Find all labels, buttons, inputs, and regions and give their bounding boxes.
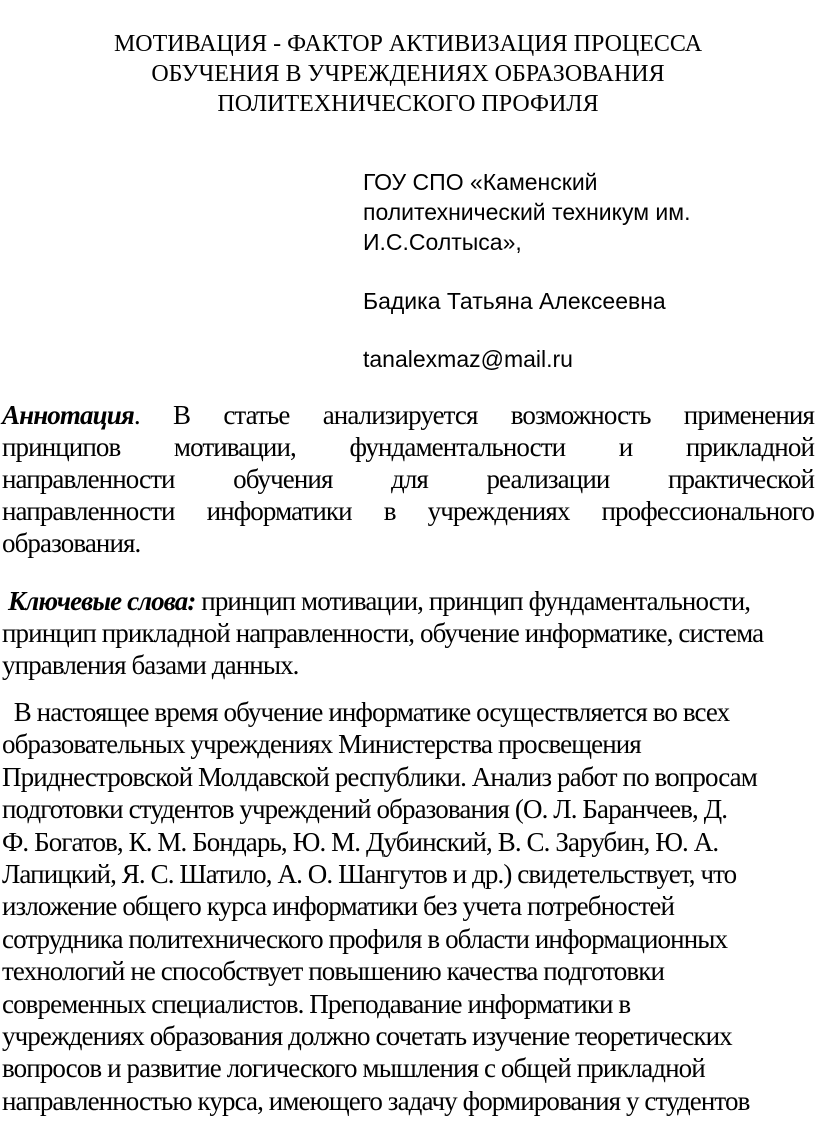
body-line: направленностью курса, имеющего задачу формирования у студентов (2, 1085, 750, 1116)
body-line: сотрудника политехнического профиля в области информационных (2, 923, 728, 954)
affiliation-line: И.С.Солтыса», (363, 229, 522, 255)
body-line: вопросов и развитие логического мышления с общей прикладной (2, 1053, 705, 1084)
title-line: ОБУЧЕНИЯ В УЧРЕЖДЕНИЯХ ОБРАЗОВАНИЯ (151, 61, 665, 87)
keywords-line (8, 586, 814, 617)
body-line: современных специалистов. Преподавание информатики в (2, 988, 631, 1019)
annotation-text: . В статье анализируется возможность применения (133, 400, 814, 430)
keywords-line: принцип прикладной направленности, обучение информатике, система (2, 618, 764, 648)
body-line: Приднестровской Молдавской республики. Анализ работ по вопросам (2, 761, 757, 792)
author-email: tanalexmaz@mail.ru (363, 346, 573, 372)
body-line: образовательных учреждениях Министерства просвещения (2, 729, 641, 760)
annotation-line: направленности обучения для реализации практической (2, 464, 814, 494)
body-line: подготовки студентов учреждений образования (О. Л. Баранчеев, Д. (2, 794, 728, 825)
affiliation-line: ГОУ СПО «Каменский (363, 169, 598, 195)
keywords-text: принцип мотивации, принцип фундаментальности, (195, 586, 751, 616)
keywords-line: управления базами данных. (2, 650, 299, 680)
author-name: Бадика Татьяна Алексеевна (363, 288, 666, 314)
body-line: Ф. Богатов, К. М. Бондарь, Ю. М. Дубинский, В. С. Зарубин, Ю. А. (2, 826, 719, 857)
affiliation-line: политехнический техникум им. (363, 199, 691, 225)
body-line: учреждениях образования должно сочетать изучение теоретических (2, 1021, 732, 1051)
keywords-label: Ключевые слова: (8, 586, 196, 616)
title-line: ПОЛИТЕХНИЧЕСКОГО ПРОФИЛЯ (217, 91, 599, 117)
body-line: Лапицкий, Я. С. Шатило, А. О. Шангутов и др.) свидетельствует, что (2, 859, 737, 889)
annotation-line: образования. (2, 528, 141, 558)
body-line: технологий не способствует повышению качества подготовки (2, 956, 665, 987)
annotation-line (2, 400, 814, 431)
body-line: В настоящее время обучение информатике осуществляется во всех (2, 697, 730, 727)
title-line: МОТИВАЦИЯ - ФАКТОР АКТИВИЗАЦИЯ ПРОЦЕССА (113, 31, 703, 57)
annotation-label: Аннотация (2, 400, 134, 430)
annotation-line: направленности информатики в учреждениях профессионального (2, 496, 814, 526)
body-line: изложение общего курса информатики без учета потребностей (2, 891, 675, 922)
annotation-line: принципов мотивации, фундаментальности и прикладной (2, 432, 814, 462)
